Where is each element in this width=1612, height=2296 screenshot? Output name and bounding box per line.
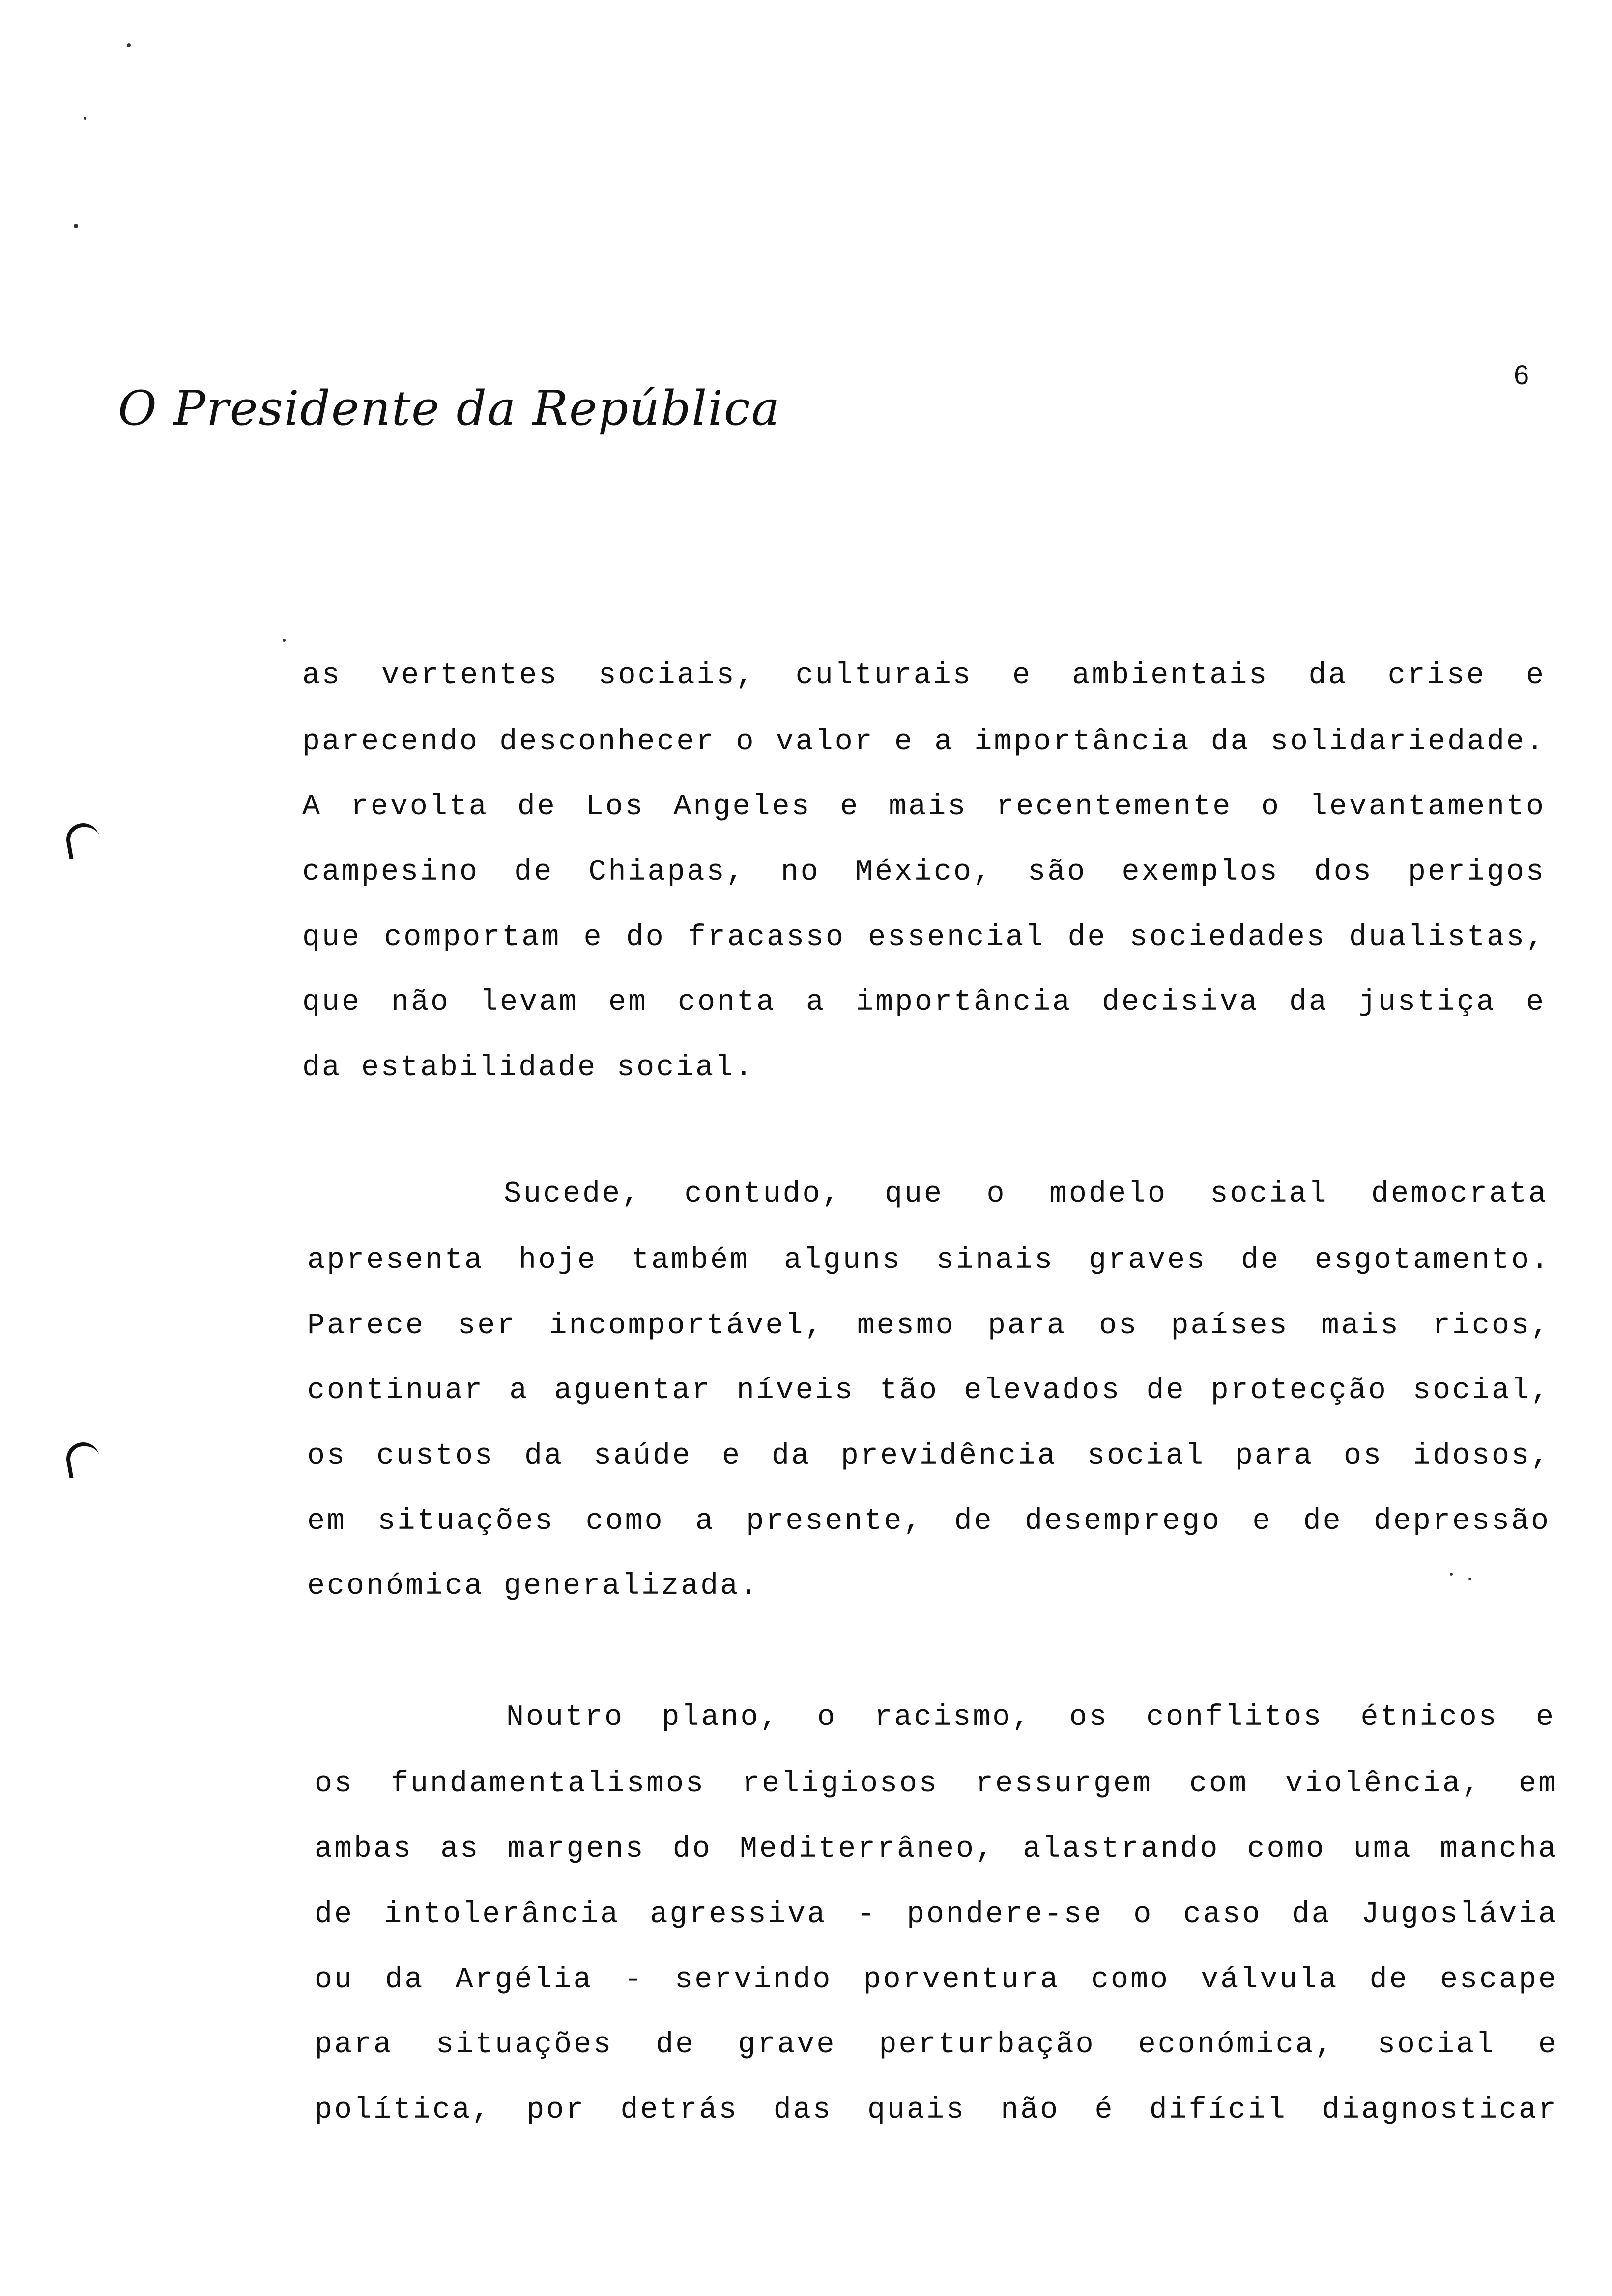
paragraph-3-line: ambas as margens do Mediterrâneo, alastrando como uma mancha: [315, 1833, 1558, 1866]
scan-speck: [84, 117, 86, 120]
scan-speck: [283, 639, 286, 642]
paragraph-3-line: ou da Argélia - servindo porventura como válvula de escape: [315, 1963, 1558, 1997]
paragraph-3-line: para situações de grave perturbação económica, social e: [315, 2028, 1558, 2062]
paragraph-3-line: os fundamentalismos religiosos ressurgem com violência, em: [315, 1767, 1558, 1801]
paragraph-1-line: campesino de Chiapas, no México, são exemplos dos perigos: [302, 856, 1546, 889]
punch-hole-mark: [64, 1440, 103, 1479]
scan-speck: [1450, 1573, 1453, 1576]
paragraph-1-line: da estabilidade social.: [302, 1051, 755, 1085]
paragraph-3-line: de intolerância agressiva - pondere-se o caso da Jugoslávia: [315, 1898, 1558, 1931]
letterhead-title: O Presidente da República: [118, 381, 780, 436]
paragraph-2-line: continuar a aguentar níveis tão elevados de protecção social,: [307, 1374, 1551, 1407]
paragraph-2-line: económica generalizada.: [307, 1570, 760, 1603]
paragraph-1-line: que não levam em conta a importância decisiva da justiça e: [302, 986, 1546, 1019]
punch-hole-mark: [64, 821, 103, 860]
page-number: 6: [1514, 359, 1529, 390]
paragraph-2-line: em situações como a presente, de desemprego e de depressão: [307, 1505, 1551, 1538]
paragraph-1-line: as vertentes sociais, culturais e ambientais da crise e: [302, 659, 1546, 692]
paragraph-2-line: Sucede, contudo, que o modelo social democrata: [504, 1177, 1548, 1211]
paragraph-1-line: que comportam e do fracasso essencial de sociedades dualistas,: [302, 921, 1546, 954]
paragraph-3-line: política, por detrás das quais não é difícil diagnosticar: [315, 2094, 1558, 2127]
paragraph-3-line: Noutro plano, o racismo, os conflitos étnicos e: [506, 1701, 1555, 1734]
paragraph-2-line: Parece ser incomportável, mesmo para os países mais ricos,: [307, 1309, 1551, 1343]
paragraph-1-line: A revolta de Los Angeles e mais recentemente o levantamento: [302, 790, 1546, 824]
paragraph-2-line: apresenta hoje também alguns sinais graves de esgotamento.: [307, 1244, 1551, 1277]
paragraph-2-line: os custos da saúde e da previdência social para os idosos,: [307, 1439, 1551, 1473]
paragraph-1-line: parecendo desconhecer o valor e a importância da solidariedade.: [302, 725, 1546, 759]
scan-speck: [127, 43, 131, 47]
scan-speck: [1468, 1578, 1471, 1580]
scan-speck: [74, 224, 78, 228]
